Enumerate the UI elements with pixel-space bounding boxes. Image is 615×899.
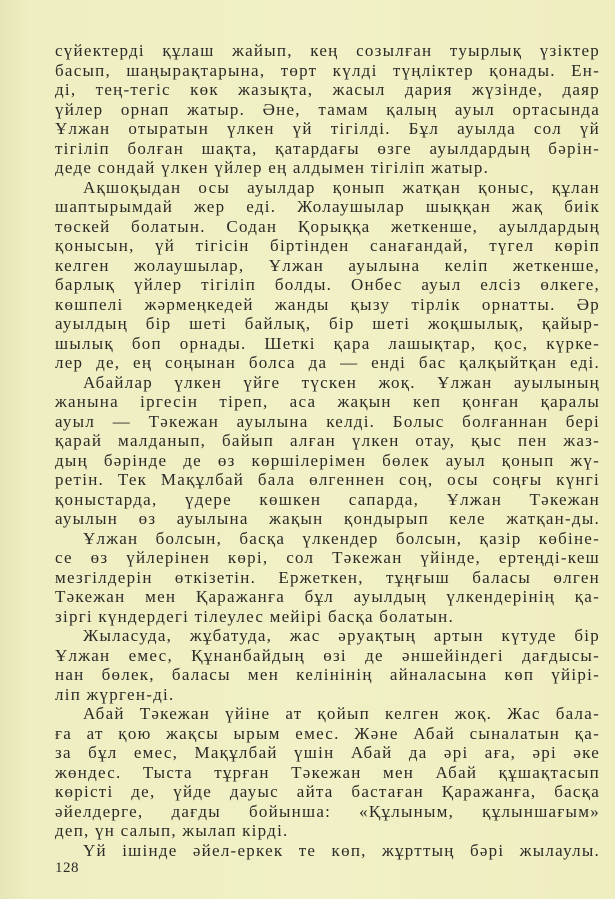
text-line: дың бәрінде де өз көршілерімен бөлек ауыл қонып жү- [55, 450, 600, 470]
text-line: Үй ішінде әйел-еркек те көп, жұрттың бәрі жылаулы. [83, 840, 600, 860]
text-line: Тәкежан мен Қаражанға бұл ауылдың үлкендерінің қа- [55, 587, 600, 606]
text-line: ға ат қою жақсы ырым емес. Және Абай сыналатын қа- [55, 723, 600, 743]
text-line: көрісті де, үйде дауыс айта бастаған Қаражанға, басқа [55, 782, 600, 801]
paragraph [55, 529, 600, 627]
text-line: шаптырымдай жер еді. Жолаушылар шыққан жақ биік [55, 197, 600, 216]
text-line: ліп жүрген-ді. [55, 684, 175, 704]
text-line: жанына іргесін тіреп, аса жақын кеп қонған қаралы [55, 392, 600, 411]
text-line: үйлер орнап жатыр. Әне, тамам қалың ауыл ортасында [55, 99, 600, 119]
paragraph [55, 178, 600, 373]
text-line: барлық үйлер тігіліп болды. Онбес ауыл елсіз өлкеге, [55, 275, 600, 294]
text-line: се өз үйлерінен көрі, сол Тәкежан үйінде, ертеңді-кеш [55, 548, 600, 567]
text-line: тігіліп болған шақта, қатардағы өзге ауылдардың бәрін- [55, 138, 600, 158]
text-line: ауыл — Тәкежан ауылына келді. Болыс болғаннан бері [55, 411, 600, 431]
text-line: Ақшоқыдан осы ауылдар қонып жатқан қоныс, құлан [83, 177, 600, 197]
text-line: сүйектерді құлаш жайып, кең созылған туырлық үзіктер [55, 41, 600, 60]
text-line: жөндес. Тыста тұрған Тәкежан мен Абай құшақтасып [55, 762, 600, 782]
text-line: ауылдың бір шеті байлық, бір шеті жоқшылық, қайыр- [55, 314, 600, 333]
text-line: басып, шаңырақтарына, төрт күлді түңліктер қонады. Ен- [55, 60, 600, 80]
text-line: Абай Тәкежан үйіне ат қойып келген жоқ. Жас бала- [83, 704, 600, 723]
text-line: келген жолаушылар, Ұлжан ауылына келіп жеткенше, [55, 255, 600, 275]
text-line: қоныстарда, үдере көшкен сапарда, Ұлжан Тәкежан [55, 489, 600, 509]
paragraph [55, 373, 600, 529]
text-line: ретін. Тек Мақұлбай бала өлгеннен соң, осы соңғы күнгі [55, 470, 600, 489]
text-line: төскей болатын. Содан Қорыққа жеткенше, ауылдардың [55, 216, 600, 236]
text-line: Абайлар үлкен үйге түскен жоқ. Ұлжан ауылының [83, 372, 600, 392]
text-line: шылық боп орнады. Шеткі қара лашықтар, қос, күрке- [55, 333, 600, 353]
text-line: нан бөлек, баласы мен келінінің айналасына көп үйірі- [55, 665, 600, 684]
text-line: лер де, ең соңынан болса да — енді бас қалқыйтқан еді. [55, 353, 600, 372]
text-line: деп, үн салып, жылап кірді. [55, 821, 289, 840]
paragraph [55, 841, 600, 861]
text-line: Ұлжан отыратын үлкен үй тігілді. Бұл ауылда сол үй [55, 119, 600, 138]
paragraph [55, 626, 600, 704]
text-line: деде сондай үлкен үйлер ең алдымен тігіліп жатыр. [55, 158, 490, 177]
text-line: ауылын өз ауылына жақын қондырып келе жатқан-ды. [55, 509, 600, 528]
text-line: әйелдерге, дағды бойынша: «Құлыным, құлыншағым» [55, 801, 600, 821]
paragraph [55, 704, 600, 841]
text-line: ді, тең-тегіс көк жазықта, жасыл дария жүзінде, даяр [55, 80, 600, 99]
text-line: Ұлжан болсын, басқа үлкендер болсын, қазір көбіне- [83, 528, 600, 548]
text-line: Ұлжан емес, Құнанбайдың өзі де әншейіндегі дағдысы- [55, 645, 600, 665]
text-line: Жыласуда, жұбатуда, жас әруақтың артын күтуде бір [83, 626, 600, 645]
text-line: за бұл емес, Мақұлбай үшін Абай да әрі аға, әрі әке [55, 743, 600, 762]
page-number: 128 [55, 860, 79, 876]
text-line: зіргі күндердегі тілеулес мейірі басқа болатын. [55, 606, 454, 626]
text-line: мезгілдерін өткізетін. Ержеткен, тұңғыш баласы өлген [55, 567, 600, 587]
text-line: қонысын, үй тігісін біртінден санағандай, түгел көріп [55, 236, 600, 255]
book-page-text [55, 41, 600, 860]
text-line: көшпелі жәрмеңкедей жанды қызу тірлік орнатты. Әр [55, 294, 600, 314]
text-line: қарай малданып, байып алған үлкен отау, қыс пен жаз- [55, 431, 600, 450]
paragraph [55, 41, 600, 178]
